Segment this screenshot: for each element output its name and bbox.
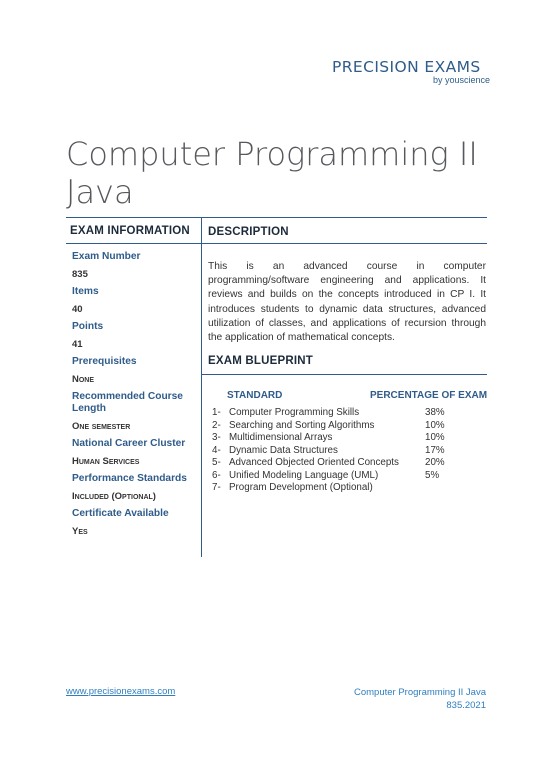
exam-blueprint-heading: EXAM BLUEPRINT [208, 355, 314, 367]
certificate-label: Certificate Available [72, 508, 169, 519]
blueprint-row [212, 420, 472, 433]
blueprint-list [212, 407, 472, 495]
standard-percentage: 20% [425, 457, 445, 468]
blueprint-row [212, 470, 472, 483]
description-heading: DESCRIPTION [208, 226, 289, 238]
performance-standards-value: Included (Optional) [72, 491, 156, 502]
blueprint-rule [202, 374, 487, 375]
items-value: 40 [72, 304, 83, 315]
blueprint-row [212, 445, 472, 458]
percentage-column-header: PERCENTAGE OF EXAM [370, 390, 488, 401]
prerequisites-value: None [72, 374, 95, 385]
standard-percentage: 10% [425, 419, 445, 431]
blueprint-row [212, 432, 472, 445]
page-title-line-2: Java [66, 173, 134, 211]
standard-name: Computer Programming Skills [229, 407, 360, 418]
standard-number: 6- [212, 469, 221, 481]
standard-number: 7- [212, 482, 221, 493]
items-label: Items [72, 286, 99, 297]
blueprint-row [212, 482, 472, 495]
description-text: This is an advanced course in computer programming/software engineering and applications. It reviews and builds on the concepts introduced in CP I. It introduces students to dynamic data structures, advanced utilization of classes, and applications of recursion through the application of mathematical concepts. [208, 261, 486, 344]
footer-document-title: Computer Programming II Java [354, 687, 486, 698]
standard-name: Dynamic Data Structures [229, 444, 338, 456]
page-title-line-1: Computer Programming II [66, 135, 478, 173]
table-top-rule [66, 217, 487, 218]
brand-tagline: by youscience [432, 75, 490, 85]
standard-number: 5- [212, 457, 221, 468]
standard-name: Advanced Objected Oriented Concepts [229, 457, 399, 468]
blueprint-row [212, 407, 472, 420]
prerequisites-label: Prerequisites [72, 356, 137, 367]
exam-number-value: 835 [72, 269, 88, 280]
career-cluster-value: Human Services [72, 456, 140, 467]
standard-name: Unified Modeling Language (UML) [229, 469, 379, 481]
standard-name: Multidimensional Arrays [229, 432, 333, 443]
course-length-value: One semester [72, 421, 131, 432]
career-cluster-label: National Career Cluster [72, 438, 186, 449]
points-value: 41 [72, 339, 83, 350]
points-label: Points [72, 321, 104, 332]
standard-number: 4- [212, 444, 221, 456]
footer-document-code: 835.2021 [446, 700, 486, 711]
exam-information-panel [72, 248, 200, 540]
certificate-value: Yes [72, 526, 88, 537]
brand-logo [332, 58, 492, 85]
standard-percentage: 38% [425, 407, 445, 418]
standard-percentage: 10% [425, 432, 445, 443]
footer-document-info [320, 686, 486, 712]
page-title [66, 135, 486, 211]
performance-standards-label: Performance Standards [72, 473, 187, 484]
standard-name: Program Development (Optional) [229, 482, 373, 493]
standard-name: Searching and Sorting Algorithms [229, 419, 375, 431]
column-divider [201, 218, 202, 557]
standard-number: 2- [212, 419, 221, 431]
standard-percentage: 5% [425, 469, 440, 481]
blueprint-row [212, 457, 472, 470]
website-link[interactable]: www.precisionexams.com [66, 686, 176, 697]
exam-number-label: Exam Number [72, 251, 141, 262]
standard-percentage: 17% [425, 444, 445, 456]
standard-column-header: STANDARD [227, 390, 283, 401]
exam-information-heading: EXAM INFORMATION [70, 225, 190, 237]
brand-name: PRECISION EXAMS [332, 58, 481, 76]
table-header-rule [66, 243, 487, 244]
course-length-label: Recommended Course Length [72, 391, 183, 414]
standard-number: 3- [212, 432, 221, 443]
standard-number: 1- [212, 407, 221, 418]
